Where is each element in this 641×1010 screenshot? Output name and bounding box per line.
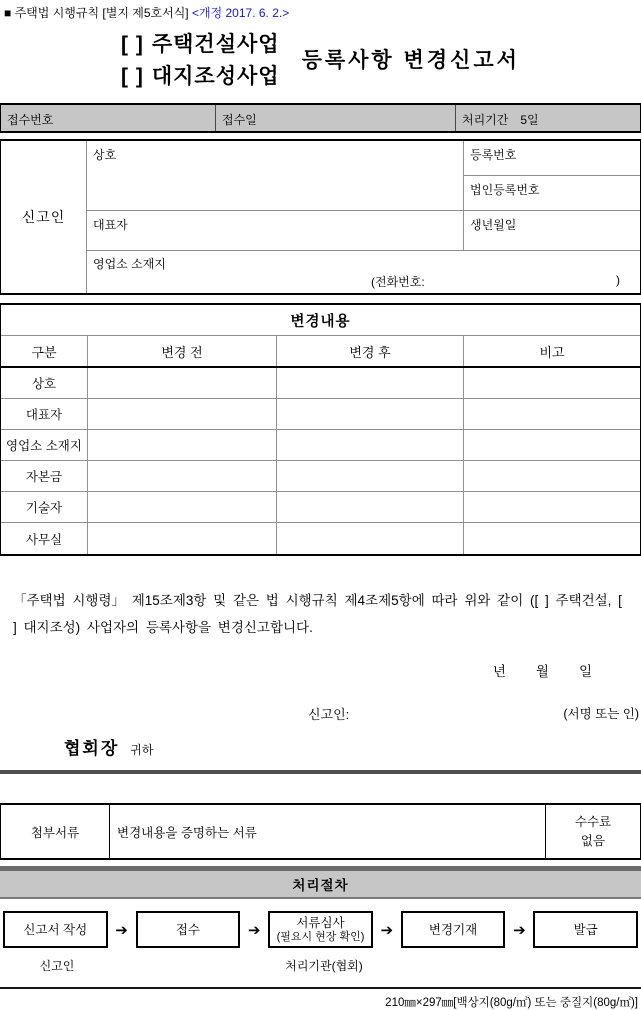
receipt-number-label: 접수번호 (7, 113, 54, 127)
table-row (1, 492, 640, 523)
row-label-representative: 대표자 (25, 408, 63, 422)
process-step-write (3, 911, 108, 948)
changes-table-header (1, 336, 640, 368)
before-cell[interactable] (87, 461, 276, 491)
row-label-engineer: 기술자 (25, 501, 63, 515)
registration-numbers (464, 141, 640, 210)
site-development-checkbox[interactable]: [ ] (121, 65, 144, 88)
registration-number-field[interactable] (464, 141, 640, 176)
recipient-suffix: 귀하 (130, 743, 154, 757)
housing-construction-checkbox[interactable]: [ ] (121, 33, 144, 56)
before-cell[interactable] (87, 368, 276, 398)
signature-line (0, 704, 641, 721)
process-flow (0, 911, 641, 948)
receipt-date-label: 접수일 (222, 113, 257, 127)
actor-agency: 처리기관(협회) (285, 959, 363, 973)
month-label: 월 (535, 664, 549, 679)
process-step-receive (136, 911, 241, 948)
recipient-line (64, 734, 641, 759)
before-cell[interactable] (87, 523, 276, 554)
changes-table-title: 변경내용 (1, 305, 640, 336)
receipt-date-cell (215, 105, 455, 131)
applicant-section-label: 신고인 (1, 141, 87, 293)
site-development-label: 대지조성사업 (151, 65, 280, 88)
before-cell[interactable] (87, 492, 276, 522)
process-step-label: 신고서 작성 (23, 922, 88, 937)
receipt-row (0, 103, 641, 133)
attachment-table (0, 803, 641, 860)
corporate-registration-number-field[interactable] (464, 176, 640, 210)
after-cell[interactable] (276, 368, 463, 398)
process-step-record (401, 911, 506, 948)
process-step-label: 서류심사 (296, 915, 345, 930)
attachment-content: 변경내용을 증명하는 서류 (109, 805, 546, 858)
remarks-cell[interactable] (463, 430, 640, 460)
rule-reference (4, 4, 641, 21)
signature-note: (서명 또는 인) (563, 707, 639, 721)
table-row (1, 523, 640, 554)
processing-period-value: 5일 (520, 113, 539, 127)
revision-note: <개정 2017. 6. 2.> (191, 6, 290, 20)
process-step-label: 발급 (573, 922, 598, 937)
phone-number-label: (전화번호: (371, 275, 425, 289)
applicant-table (0, 139, 641, 295)
bottom-rule (0, 987, 641, 989)
birthdate-field[interactable] (464, 211, 640, 250)
col-header-before: 변경 전 (87, 336, 276, 366)
business-type-housing (121, 28, 280, 58)
arrow-right-icon: ➔ (513, 921, 526, 939)
office-address-field[interactable] (87, 251, 640, 293)
actor-applicant: 신고인 (39, 959, 75, 973)
birthdate-label: 생년월일 (470, 218, 517, 232)
processing-period-cell (455, 105, 640, 131)
after-cell[interactable] (276, 399, 463, 429)
declaration-paragraph: 「주택법 시행령」 제15조제3항 및 같은 법 시행규칙 제4조제5항에 따라 위와 같이 ([ ] 주택건설, [ ] 대지조성) 사업자의 등록사항을 변경신고합니다. (13, 593, 622, 635)
process-step-label: 접수 (175, 922, 200, 937)
after-cell[interactable] (276, 523, 463, 554)
remarks-cell[interactable] (463, 523, 640, 554)
process-section-title: 처리절차 (0, 866, 641, 899)
paper-spec: 210㎜×297㎜[백상지(80g/㎡) 또는 중질지(80g/㎡)] (385, 997, 638, 1009)
housing-construction-label: 주택건설사업 (151, 33, 280, 56)
remarks-cell[interactable] (463, 461, 640, 491)
attachment-label: 첨부서류 (30, 825, 80, 840)
table-row (1, 399, 640, 430)
company-name-field[interactable] (87, 141, 464, 210)
remarks-cell[interactable] (463, 399, 640, 429)
page-title: 등록사항 변경신고서 (301, 49, 520, 72)
processing-period-label: 처리기간 (462, 113, 509, 127)
process-step-review (268, 911, 373, 948)
after-cell[interactable] (276, 492, 463, 522)
year-label: 년 (492, 664, 506, 679)
day-label: 일 (578, 664, 592, 679)
after-cell[interactable] (276, 430, 463, 460)
table-row (1, 461, 640, 492)
arrow-right-icon: ➔ (115, 921, 128, 939)
process-actors (0, 957, 641, 972)
rule-reference-text: ■ 주택법 시행규칙 [별지 제5호서식] (4, 6, 189, 20)
form-title (0, 28, 641, 90)
row-label-office-room: 사무실 (25, 532, 63, 547)
col-header-remarks: 비고 (463, 336, 640, 366)
remarks-cell[interactable] (463, 368, 640, 398)
changes-table (0, 303, 641, 556)
applicant-row-representative (87, 211, 640, 251)
applicant-row-company (87, 141, 640, 211)
receipt-number-cell (1, 105, 215, 131)
applicant-fields (87, 141, 640, 293)
arrow-right-icon: ➔ (380, 921, 394, 939)
company-name-label: 상호 (93, 148, 117, 162)
section-divider (0, 770, 641, 774)
col-header-after: 변경 후 (276, 336, 463, 366)
row-label-capital: 자본금 (25, 470, 63, 484)
after-cell[interactable] (276, 461, 463, 491)
representative-field[interactable] (87, 211, 464, 250)
recipient-title: 협회장 (64, 739, 120, 758)
col-header-category: 구분 (31, 344, 57, 360)
office-address-label: 영업소 소재지 (93, 257, 166, 271)
signer-label: 신고인: (308, 707, 350, 722)
business-type-options (121, 28, 280, 90)
before-cell[interactable] (87, 430, 276, 460)
table-row (1, 368, 640, 399)
row-label-office: 영업소 소재지 (6, 439, 82, 453)
row-label-company: 상호 (31, 377, 57, 391)
registration-number-label: 등록번호 (470, 148, 517, 162)
process-step-label: 변경기재 (428, 922, 478, 937)
date-line (0, 660, 641, 680)
arrow-right-icon: ➔ (247, 921, 261, 939)
before-cell[interactable] (87, 399, 276, 429)
fee-cell (546, 805, 640, 858)
process-step-issue (533, 911, 638, 948)
representative-label: 대표자 (93, 218, 128, 232)
corporate-registration-number-label: 법인등록번호 (470, 183, 540, 197)
form-page (0, 4, 641, 1010)
remarks-cell[interactable] (463, 492, 640, 522)
fee-label: 수수료 (574, 814, 612, 829)
phone-number-close-paren: ) (616, 273, 620, 287)
process-step-sublabel: (필요시 현장 확인) (276, 930, 365, 943)
table-row (1, 430, 640, 461)
fee-value: 없음 (580, 833, 606, 848)
business-type-site (121, 60, 280, 90)
